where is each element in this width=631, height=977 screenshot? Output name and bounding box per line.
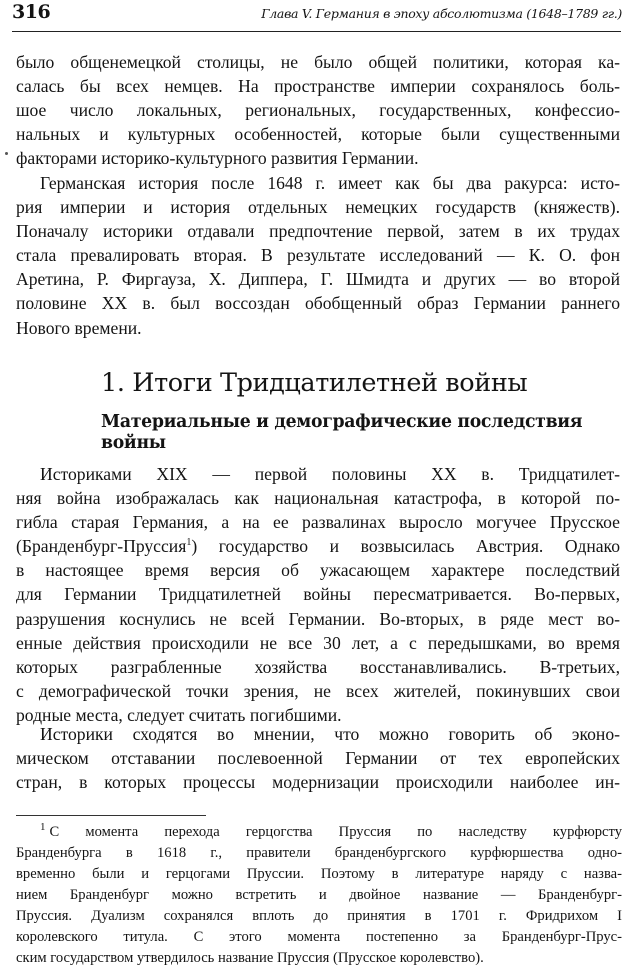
running-head: Глава V. Германия в эпоху абсолютизма (1648–1789 гг.): [261, 6, 622, 21]
text-line: родные места, следует считать погибшими.: [16, 704, 342, 725]
text-line: Нового времени.: [16, 317, 142, 338]
paragraph-4: [16, 722, 620, 794]
text-line: нальных и культурных особенностей, которые были существенными: [16, 124, 620, 145]
footnote-line: Бранденбурга в 1618 г., правители бранденбургского курфюршества одно-: [16, 845, 622, 861]
text-line: рия империи и история отдельных немецких государств (княжеств).: [16, 197, 620, 218]
text-line: мическом отставании послевоенной Германии от тех европейских: [16, 748, 620, 769]
paragraph-1: [16, 50, 620, 170]
text-line: Германская история после 1648 г. имеет как бы два ракурса: исто-: [40, 173, 620, 193]
text-line: Поначалу историки отдавали предпочтение первой, затем в их трудах: [16, 221, 620, 242]
footnote-line: ским государством утвердилось название Пруссия (Прусское королевство).: [16, 950, 484, 966]
text-fragment: ) государство и возвысилась Австрия. Однако: [191, 536, 620, 557]
footnote-line: [16, 822, 622, 843]
text-line: было общенемецкой столицы, не было общей политики, которая ка-: [16, 52, 620, 72]
paragraph-2: [16, 171, 620, 340]
footnote-line: королевского титула. С этого момента постепенно за Бранденбург-Прус-: [16, 929, 622, 945]
text-line: которых разграбленные хозяйства восстанавливались. В-третьих,: [16, 656, 620, 677]
text-line: шое число локальных, региональных, государственных, конфессио-: [16, 100, 620, 121]
footnote-line: временно были и герцогами Пруссии. Поэтому в литературе наряду с назва-: [16, 866, 622, 882]
text-line: половине XX в. был воссоздан обобщенный образ Германии раннего: [16, 293, 620, 314]
footnote-reference[interactable]: 1: [186, 537, 192, 549]
text-line: няя война изображалась как национальная катастрофа, в которой по-: [16, 488, 620, 509]
page-number: 316: [12, 1, 51, 23]
text-line: с демографической точки зрения, не всех жителей, покинувших свои: [16, 680, 620, 701]
section-subtitle: Материальные и демографические последствия войны: [101, 412, 583, 453]
page-header: [12, 0, 622, 30]
text-line: Историки сходятся во мнении, что можно говорить об эконо-: [40, 724, 620, 744]
text-line-with-footnote: [16, 534, 620, 558]
text-fragment: (Бранденбург-Пруссия: [16, 536, 187, 557]
text-line: стран, в которых процессы модернизации происходили наиболее ин-: [16, 772, 620, 793]
text-line: Аретина, Р. Фиргауза, Х. Диппера, Г. Шмидта и других — во второй: [16, 269, 620, 290]
text-line: стала превалировать вторая. В результате исследований — К. О. фон: [16, 245, 620, 266]
text-line: в настоящее время версия об ужасающем характере последствий: [16, 560, 620, 581]
text-line: разрушения коснулись не всей Германии. Во-вторых, в ряде мест во-: [16, 608, 620, 629]
text-line: для Германии Тридцатилетней войны пересматривается. Во-первых,: [16, 584, 620, 605]
footnote-marker: 1: [40, 821, 46, 833]
footnote-line: нием Бранденбург можно встретить и двойное название — Бранденбург-: [16, 887, 622, 903]
paragraph-3: [16, 462, 620, 727]
footnote-rule: [16, 815, 206, 816]
footnote: [16, 822, 622, 969]
footnote-line: Пруссия. Дуализм сохранялся вплоть до принятия в 1701 г. Фридрихом I: [16, 908, 622, 924]
section-title: 1. Итоги Тридцатилетней войны: [101, 368, 528, 398]
text-line: салась бы всех немцев. На пространстве империи сохранялось боль-: [16, 76, 620, 97]
text-line: гибла старая Германия, а на ее развалинах выросло могучее Прусское: [16, 512, 620, 533]
text-fragment: С момента перехода герцогства Пруссия по наследству курфюрсту: [49, 824, 622, 840]
margin-mark: [5, 152, 8, 155]
text-line: енные действия происходили не все 30 лет, а с передышками, во время: [16, 632, 620, 653]
text-line: Историками XIX — первой половины XX в. Тридцатилет-: [40, 464, 620, 484]
text-line: факторами историко-культурного развития Германии.: [16, 148, 419, 169]
header-rule: [12, 31, 621, 32]
